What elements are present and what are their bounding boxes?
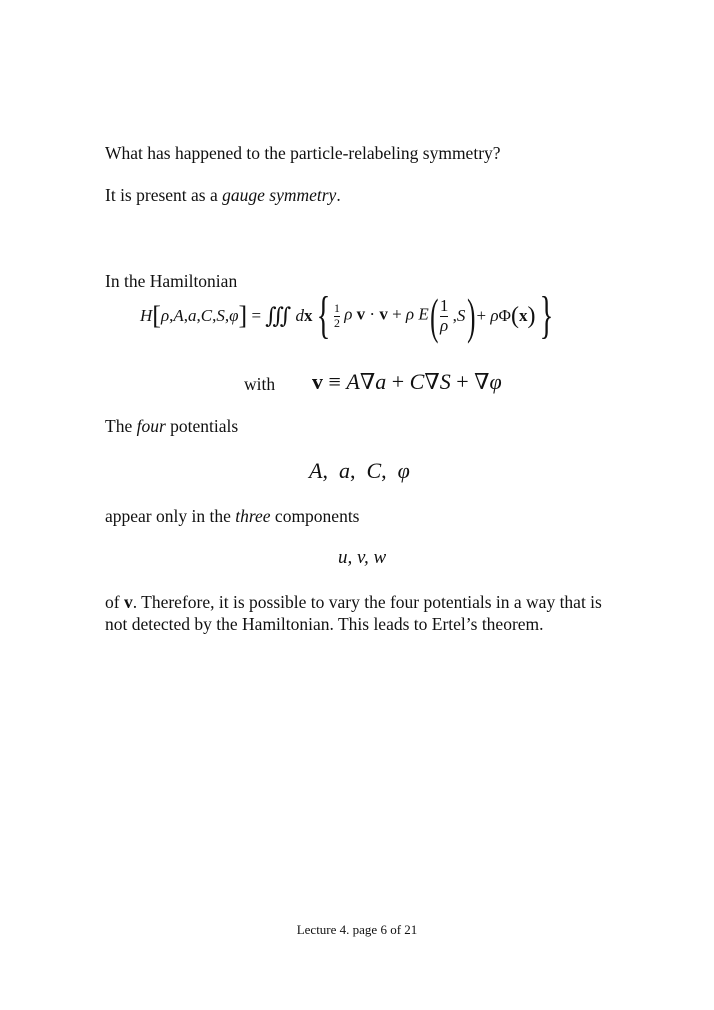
components-list: u, v, w <box>338 547 387 568</box>
right-brace: } <box>539 287 554 344</box>
potentials-prefix: The <box>105 416 137 436</box>
kinetic-term: $\frac{1}{2}$ ρ v · v + ρ E <box>334 301 429 330</box>
left-paren: ( <box>430 288 439 344</box>
hamiltonian-intro: In the Hamiltonian <box>105 271 238 291</box>
conclusion-suffix: . Therefore, it is possible to vary the four potentials in a way that is not detected by the Hamiltonian. This leads to Ertel’s theorem. <box>105 592 602 634</box>
inverse-density-fraction: $\frac{1}{\rho}$ <box>439 295 449 335</box>
answer-emphasis: gauge symmetry <box>222 185 337 205</box>
right-paren: ) <box>466 288 476 344</box>
page-footer: Lecture 4. page 6 of 21 <box>296 922 418 937</box>
components-prefix: appear only in the <box>105 506 236 526</box>
hamiltonian-equation <box>140 287 554 352</box>
components-emphasis: three <box>235 506 271 526</box>
potentials-intro <box>105 415 238 437</box>
potentials-suffix: potentials <box>165 416 239 436</box>
answer-text <box>105 184 341 206</box>
conclusion-paragraph <box>105 591 625 635</box>
potentials-emphasis: four <box>136 416 166 436</box>
answer-suffix: . <box>336 185 341 205</box>
left-brace: { <box>316 287 331 344</box>
components-suffix: components <box>270 506 360 526</box>
with-label: with <box>244 374 276 394</box>
components-intro <box>105 505 360 527</box>
answer-prefix: It is present as a <box>105 185 223 205</box>
potential-term: + ρΦ(x) <box>476 302 536 329</box>
question-text: What has happened to the particle-relabeling symmetry? <box>105 143 501 163</box>
integral-measure: dx <box>295 306 313 325</box>
potentials-list: A, a, C, φ <box>309 458 410 483</box>
velocity-equation: v ≡ A∇a + C∇S + ∇φ <box>312 369 502 394</box>
hamiltonian-lhs: H[ρ,A,a,C,S,φ] = <box>140 301 262 330</box>
conclusion-prefix: of <box>105 592 124 612</box>
entropy-arg: ,S <box>452 306 466 325</box>
triple-integral: ∭ <box>265 303 292 328</box>
conclusion-bold: v <box>123 592 133 612</box>
